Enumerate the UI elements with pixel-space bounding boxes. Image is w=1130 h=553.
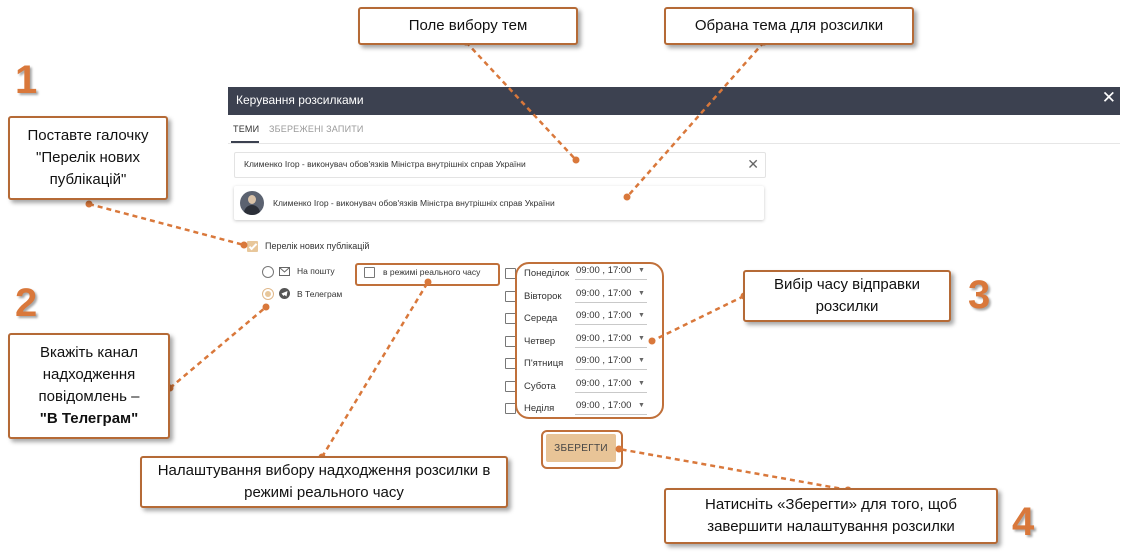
callout-save-hint-text: Натисніть «Зберегти» для того, щоб завершити налаштування розсилки bbox=[705, 496, 957, 535]
day-label: Вівторок bbox=[524, 291, 562, 302]
callout-realtime-hint-text: Налаштування вибору надходження розсилки в режимі реального часу bbox=[157, 462, 491, 501]
time-select[interactable]: 09:00 , 17:00 bbox=[576, 333, 632, 344]
tab-topics[interactable]: ТЕМИ bbox=[233, 124, 260, 134]
day-label: Понеділок bbox=[524, 268, 570, 279]
callout-time-hint bbox=[743, 270, 951, 322]
callout-topic-field-text: Поле вибору тем bbox=[408, 17, 528, 34]
selected-topic-label: Клименко Ігор - виконувач обов'язків Міністра внутрішніх справ України bbox=[273, 198, 555, 208]
panel-title: Керування розсилками bbox=[236, 93, 364, 107]
callout-realtime-hint bbox=[140, 456, 508, 508]
chevron-down-icon[interactable]: ▼ bbox=[638, 402, 645, 409]
save-button[interactable]: ЗБЕРЕГТИ bbox=[546, 434, 616, 462]
channel-telegram-label: В Телеграм bbox=[297, 289, 343, 299]
realtime-label: в режимі реального часу bbox=[383, 267, 481, 277]
time-select[interactable]: 09:00 , 17:00 bbox=[576, 378, 632, 389]
close-icon[interactable]: ✕ bbox=[1101, 88, 1116, 107]
chevron-down-icon[interactable]: ▼ bbox=[638, 380, 645, 387]
callout-time-hint-text: Вибір часу відправки розсилки bbox=[774, 276, 920, 315]
time-select[interactable]: 09:00 , 17:00 bbox=[576, 400, 632, 411]
chevron-down-icon[interactable]: ▼ bbox=[638, 335, 645, 342]
callout-channel-hint-bold: "В Телеграм" bbox=[39, 410, 139, 427]
callout-check-hint-text: Поставте галочку "Перелік нових публікацій" bbox=[27, 127, 149, 188]
chevron-down-icon[interactable]: ▼ bbox=[638, 312, 645, 319]
tab-saved-queries[interactable]: ЗБЕРЕЖЕНІ ЗАПИТИ bbox=[269, 124, 364, 134]
step-number-2: 2 bbox=[15, 281, 38, 325]
step-number-4: 4 bbox=[1012, 500, 1035, 544]
callout-channel-hint bbox=[8, 333, 170, 439]
time-select[interactable]: 09:00 , 17:00 bbox=[576, 310, 632, 321]
callout-selected-topic-text: Обрана тема для розсилки bbox=[694, 17, 884, 34]
day-label: Неділя bbox=[524, 403, 555, 414]
day-label: Середа bbox=[524, 313, 558, 324]
time-select[interactable]: 09:00 , 17:00 bbox=[576, 288, 632, 299]
step-number-3: 3 bbox=[968, 273, 991, 317]
clear-icon[interactable]: ✕ bbox=[747, 156, 759, 172]
step-number-1: 1 bbox=[15, 58, 38, 102]
day-label: Четвер bbox=[524, 336, 556, 347]
chevron-down-icon[interactable]: ▼ bbox=[638, 267, 645, 274]
new-publications-label: Перелік нових публікацій bbox=[265, 241, 370, 251]
chevron-down-icon[interactable]: ▼ bbox=[638, 357, 645, 364]
callout-topic-field bbox=[358, 7, 578, 45]
day-label: П'ятниця bbox=[524, 358, 564, 369]
callout-save-hint bbox=[664, 488, 998, 544]
channel-email-label: На пошту bbox=[297, 266, 335, 276]
callout-check-hint bbox=[8, 116, 168, 200]
time-select[interactable]: 09:00 , 17:00 bbox=[576, 355, 632, 366]
time-select[interactable]: 09:00 , 17:00 bbox=[576, 265, 632, 276]
chevron-down-icon[interactable]: ▼ bbox=[638, 290, 645, 297]
topic-field-value: Клименко Ігор - виконувач обов'язків Міністра внутрішніх справ України bbox=[244, 159, 526, 169]
callout-channel-hint-text: Вкажіть канал надходження повідомлень – bbox=[38, 344, 140, 405]
callout-selected-topic bbox=[664, 7, 914, 45]
day-label: Субота bbox=[524, 381, 556, 392]
